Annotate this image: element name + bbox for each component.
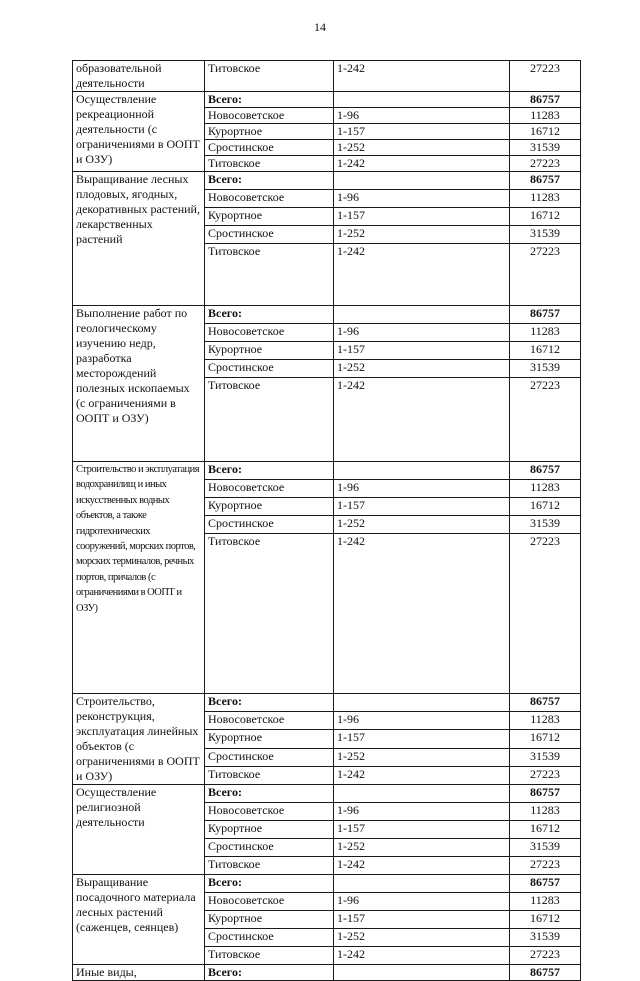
area-cell: 11283 <box>510 108 581 124</box>
quarters-cell: 1-96 <box>334 803 510 821</box>
activity-cell: Выращивание посадочного материала лесных растений (саженцев, сеянцев) <box>73 875 205 965</box>
area-cell: 86757 <box>510 306 581 324</box>
quarters-cell: 1-96 <box>334 712 510 730</box>
forestry-cell: Курортное <box>205 124 334 140</box>
table-total-row <box>73 172 581 190</box>
quarters-cell <box>334 306 510 324</box>
area-cell: 27223 <box>510 947 581 965</box>
quarters-cell: 1-157 <box>334 730 510 748</box>
forestry-cell: Всего: <box>205 92 334 108</box>
area-cell: 31539 <box>510 748 581 766</box>
forestry-cell: Титовское <box>205 534 334 694</box>
area-cell: 86757 <box>510 785 581 803</box>
forestry-cell: Новосоветское <box>205 324 334 342</box>
quarters-cell <box>334 694 510 712</box>
area-cell: 27223 <box>510 534 581 694</box>
forestry-cell: Курортное <box>205 342 334 360</box>
activity-cell: Выполнение работ по геологическому изучению недр, разработка месторождений полезных ископаемых (с ограничениями в ООПТ и ОЗУ) <box>73 306 205 462</box>
quarters-cell: 1-242 <box>334 534 510 694</box>
forestry-cell: Всего: <box>205 965 334 981</box>
quarters-cell <box>334 92 510 108</box>
quarters-cell: 1-242 <box>334 244 510 306</box>
area-cell: 16712 <box>510 911 581 929</box>
area-cell: 86757 <box>510 965 581 981</box>
forestry-cell: Сростинское <box>205 516 334 534</box>
activity-cell: Выращивание лесных плодовых, ягодных, декоративных растений, лекарственных растений <box>73 172 205 306</box>
area-cell: 86757 <box>510 875 581 893</box>
table-total-row <box>73 92 581 108</box>
table-total-row <box>73 462 581 480</box>
forestry-cell: Всего: <box>205 694 334 712</box>
area-cell: 11283 <box>510 803 581 821</box>
forestry-cell: Новосоветское <box>205 190 334 208</box>
quarters-cell: 1-96 <box>334 324 510 342</box>
quarters-cell: 1-157 <box>334 124 510 140</box>
quarters-cell: 1-96 <box>334 893 510 911</box>
forestry-cell: Курортное <box>205 730 334 748</box>
area-cell: 27223 <box>510 378 581 462</box>
quarters-cell: 1-242 <box>334 947 510 965</box>
quarters-cell: 1-252 <box>334 140 510 156</box>
activity-cell: Осуществление религиозной деятельности <box>73 785 205 875</box>
quarters-cell: 1-252 <box>334 929 510 947</box>
forestry-cell: Всего: <box>205 785 334 803</box>
forestry-cell: Титовское <box>205 857 334 875</box>
forestry-cell: Курортное <box>205 821 334 839</box>
area-cell: 86757 <box>510 694 581 712</box>
activity-cell: Осуществление рекреационной деятельности (с ограничениями в ООПТ и ОЗУ) <box>73 92 205 172</box>
area-cell: 11283 <box>510 324 581 342</box>
table-total-row <box>73 785 581 803</box>
area-cell: 27223 <box>510 857 581 875</box>
forestry-cell: Новосоветское <box>205 803 334 821</box>
table-row <box>73 61 581 92</box>
table-total-row <box>73 306 581 324</box>
quarters-cell: 1-252 <box>334 516 510 534</box>
forestry-cell: Новосоветское <box>205 480 334 498</box>
forestry-cell: Всего: <box>205 875 334 893</box>
quarters-cell: 1-96 <box>334 190 510 208</box>
forestry-cell: Новосоветское <box>205 712 334 730</box>
forestry-cell: Титовское <box>205 61 334 92</box>
area-cell: 31539 <box>510 226 581 244</box>
area-cell: 11283 <box>510 712 581 730</box>
area-cell: 16712 <box>510 124 581 140</box>
area-cell: 11283 <box>510 480 581 498</box>
quarters-cell <box>334 965 510 981</box>
quarters-cell: 1-157 <box>334 911 510 929</box>
area-cell: 86757 <box>510 172 581 190</box>
forestry-cell: Всего: <box>205 172 334 190</box>
area-cell: 16712 <box>510 208 581 226</box>
forestry-cell: Сростинское <box>205 140 334 156</box>
forestry-cell: Всего: <box>205 462 334 480</box>
area-cell: 16712 <box>510 821 581 839</box>
table-total-row <box>73 694 581 712</box>
quarters-cell: 1-157 <box>334 208 510 226</box>
quarters-cell: 1-252 <box>334 226 510 244</box>
quarters-cell: 1-157 <box>334 498 510 516</box>
area-cell: 11283 <box>510 190 581 208</box>
table-body <box>73 61 581 981</box>
quarters-cell: 1-96 <box>334 480 510 498</box>
forestry-cell: Сростинское <box>205 226 334 244</box>
forestry-cell: Титовское <box>205 766 334 784</box>
area-cell: 27223 <box>510 156 581 172</box>
activity-cell: Строительство, реконструкция, эксплуатация линейных объектов (с ограничениями в ООПТ и ОЗУ) <box>73 694 205 785</box>
forestry-cell: Сростинское <box>205 929 334 947</box>
quarters-cell: 1-157 <box>334 821 510 839</box>
area-cell: 31539 <box>510 929 581 947</box>
forestry-cell: Курортное <box>205 208 334 226</box>
quarters-cell: 1-242 <box>334 61 510 92</box>
forest-use-table <box>72 60 581 981</box>
quarters-cell: 1-157 <box>334 342 510 360</box>
forestry-cell: Новосоветское <box>205 108 334 124</box>
activity-cell: Строительство и эксплуатация водохранилищ и иных искусственных водных объектов, а также гидротехнических сооружений, морских портов, морских терминалов, речных портов, причалов (с ограничениями в ООПТ и ОЗУ) <box>73 462 205 694</box>
area-cell: 11283 <box>510 893 581 911</box>
area-cell: 16712 <box>510 498 581 516</box>
quarters-cell: 1-252 <box>334 748 510 766</box>
forestry-cell: Всего: <box>205 306 334 324</box>
forestry-cell: Титовское <box>205 947 334 965</box>
quarters-cell: 1-242 <box>334 857 510 875</box>
quarters-cell: 1-96 <box>334 108 510 124</box>
table-total-row <box>73 965 581 981</box>
quarters-cell <box>334 172 510 190</box>
forestry-cell: Сростинское <box>205 839 334 857</box>
quarters-cell: 1-242 <box>334 378 510 462</box>
area-cell: 86757 <box>510 462 581 480</box>
area-cell: 16712 <box>510 342 581 360</box>
quarters-cell <box>334 785 510 803</box>
area-cell: 31539 <box>510 516 581 534</box>
forestry-cell: Курортное <box>205 498 334 516</box>
quarters-cell: 1-252 <box>334 360 510 378</box>
forestry-cell: Титовское <box>205 378 334 462</box>
area-cell: 86757 <box>510 92 581 108</box>
quarters-cell: 1-242 <box>334 156 510 172</box>
forestry-cell: Курортное <box>205 911 334 929</box>
area-cell: 27223 <box>510 61 581 92</box>
activity-cell: Иные виды, <box>73 965 205 981</box>
quarters-cell <box>334 875 510 893</box>
activity-cell: образовательной деятельности <box>73 61 205 92</box>
forestry-cell: Новосоветское <box>205 893 334 911</box>
quarters-cell <box>334 462 510 480</box>
quarters-cell: 1-242 <box>334 766 510 784</box>
forestry-cell: Титовское <box>205 244 334 306</box>
area-cell: 31539 <box>510 360 581 378</box>
area-cell: 27223 <box>510 244 581 306</box>
table-total-row <box>73 875 581 893</box>
forestry-cell: Сростинское <box>205 748 334 766</box>
area-cell: 31539 <box>510 839 581 857</box>
area-cell: 27223 <box>510 766 581 784</box>
forestry-cell: Сростинское <box>205 360 334 378</box>
forestry-cell: Титовское <box>205 156 334 172</box>
area-cell: 31539 <box>510 140 581 156</box>
page-number: 14 <box>314 20 326 34</box>
area-cell: 16712 <box>510 730 581 748</box>
quarters-cell: 1-252 <box>334 839 510 857</box>
